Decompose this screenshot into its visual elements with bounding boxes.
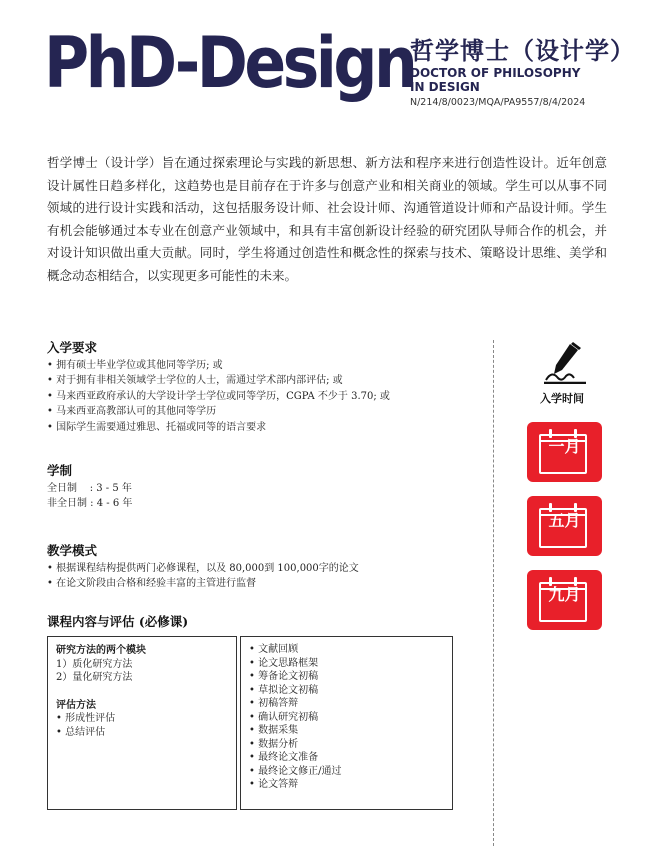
intake-january [527, 422, 602, 482]
admission-item: • 国际学生需要通过雅思、托福或同等的语言要求 [47, 421, 267, 433]
method-item: 1）质化研究方法 [56, 658, 133, 670]
admission-item: • 马来西亚政府承认的大学设计学士学位或同等学历，CGPA 不少于 3.70; 或 [47, 390, 390, 402]
intake-september [527, 570, 602, 630]
column-divider [493, 340, 494, 846]
duration-title: 学制 [47, 463, 73, 478]
intake-month: 一月 [548, 437, 581, 456]
teaching-item: • 在论文阶段由合格和经验丰富的主管进行监督 [47, 578, 257, 589]
header-titles [410, 36, 635, 108]
assessment-title: 评估方法 [56, 699, 96, 711]
thesis-item: • 论文思路框架 [249, 657, 319, 669]
program-logo: PhD-Design [44, 22, 415, 104]
thesis-item: • 最终论文修正/通过 [249, 765, 342, 777]
thesis-item: • 最终论文准备 [249, 752, 319, 763]
admission-item: • 拥有硕士毕业学位或其他同等学历; 或 [47, 359, 223, 371]
duration-part-time: 非全日制 : 4 - 6 年 [47, 498, 133, 509]
methods-title: 研究方法的两个模块 [56, 645, 146, 656]
thesis-item: • 筹备论文初稿 [249, 671, 319, 682]
duration-full-time: 全日制 : 3 - 5 年 [47, 482, 132, 494]
thesis-item: • 文献回顾 [249, 644, 299, 655]
method-item: 2）量化研究方法 [56, 672, 133, 683]
intake-month: 九月 [548, 585, 581, 604]
course-section [47, 614, 188, 632]
research-methods-box [47, 636, 237, 810]
thesis-stages-box [240, 636, 453, 810]
title-english-line1: DOCTOR OF PHILOSOPHY [410, 66, 581, 80]
intake-may [527, 496, 602, 556]
teaching-item: • 根据课程结构提供两门必修课程，以及 80,000到 100,000字的论文 [47, 562, 359, 574]
admission-item: • 对于拥有非相关领域学士学位的人士，需通过学术部内部评估; 或 [47, 375, 343, 386]
pen-signing-icon [540, 340, 590, 384]
thesis-item: • 论文答辩 [249, 779, 299, 790]
intro-paragraph: 哲学博士（设计学）旨在通过探索理论与实践的新思想、新方法和程序来进行创造性设计。近年创意设计属性日趋多样化，这趋势也是目前存在于许多与创意产业和相关商业的领域。学生可以从事不同领域的进行设计实践和活动，这包括服务设计师、社会设计师、沟通管道设计师和产品设计师。学生有机会能够通过本专业在创意产业领域中，和具有丰富创新设计经验的研究团队导师合作的机会，并对设计知识做出重大贡献。同时，学生将通过创造性和概念性的探索与技术、策略设计思维、美学和概念动态相结合，以实现更多可能性的未来。 [47, 155, 607, 283]
admission-section [47, 340, 487, 435]
title-english-line2: IN DESIGN [410, 80, 480, 94]
admission-item: • 马来西亚高教部认可的其他同等学历 [47, 406, 217, 417]
assessment-item: • 形成性评估 [56, 713, 116, 724]
intake-month: 五月 [548, 511, 581, 530]
admission-title: 入学要求 [47, 340, 98, 355]
assessment-item: • 总结评估 [56, 726, 106, 738]
thesis-item: • 确认研究初稿 [249, 711, 319, 723]
duration-section [47, 463, 347, 512]
teaching-section [47, 543, 487, 592]
thesis-item: • 数据分析 [249, 738, 299, 750]
teaching-title: 教学模式 [47, 543, 98, 558]
thesis-item: • 初稿答辩 [249, 698, 299, 709]
intake-label: 入学时间 [540, 392, 584, 405]
title-chinese: 哲学博士（设计学） [410, 36, 635, 65]
accreditation-code: N/214/8/0023/MQA/PA9557/8/4/2024 [410, 97, 586, 108]
thesis-item: • 数据采集 [249, 725, 299, 736]
thesis-item: • 草拟论文初稿 [249, 684, 319, 696]
course-title: 课程内容与评估 (必修课) [47, 614, 189, 629]
